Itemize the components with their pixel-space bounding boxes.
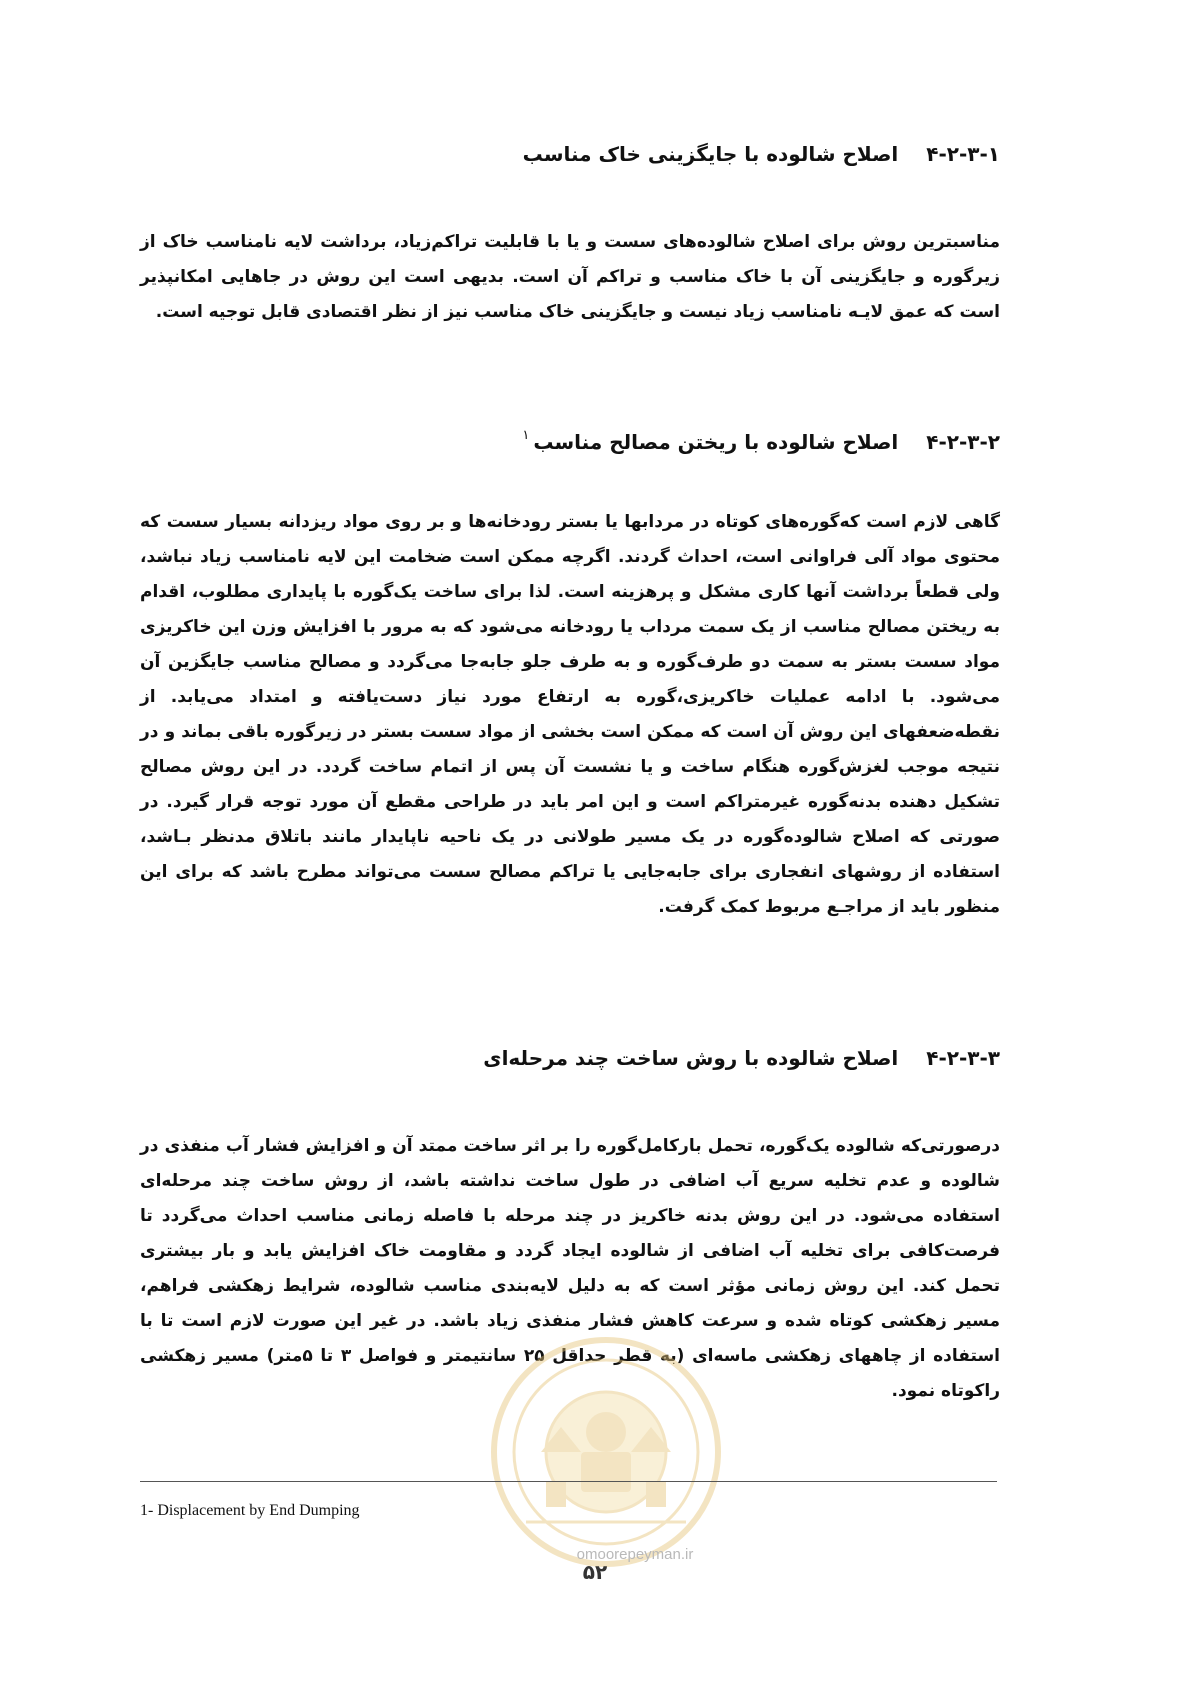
section-title-2: اصلاح شالوده با ریختن مصالح مناسب	[533, 430, 899, 454]
paragraph-text-3: درصورتی‌که شالوده یک‌گوره، تحمل بارکامل‌گوره را بر اثر ساخت ممتد آن و افزایش فشار آب منفذی در شالوده و عدم تخلیه سریع آب اضافی در طول ساخت نداشته باشد، از روش ساخت چند مرحله‌ای استفاده می‌شود. در این روش بدنه خاکریز در چند مرحله با فاصله زمانی مناسب احداث می‌گردد تا فرصت‌کافی برای تخلیه آب اضافی از شالوده ایجاد گردد و مقاومت خاک افزایش یابد و بار بیشتری تحمل کند. این روش زمانی مؤثر است که به دلیل لایه‌بندی مناسب شالوده، شرایط زهکشی فراهم، مسیر زهکشی کوتاه شده و سرعت کاهش فشار منفذی زیاد باشد. در غیر این صورت لازم است تا با استفاده از چاههای زهکشی ماسه‌ای (به قطر حداقل ۲۵ سانتیمتر و فواصل ۳ تا ۵متر) مسیر زهکشی راکوتاه نمود.	[140, 1136, 1001, 1401]
section-heading-3	[483, 1043, 1000, 1073]
section-heading-2	[522, 421, 1000, 457]
section-number-1: ۴-۲-۳-۱	[926, 142, 1000, 166]
section-title-1: اصلاح شالوده با جایگزینی خاک مناسب	[522, 142, 899, 166]
footnote-divider	[140, 1481, 997, 1482]
watermark-seal-icon	[486, 1332, 726, 1572]
section-heading-1	[523, 139, 1000, 169]
section-paragraph-2	[140, 505, 1000, 925]
section-paragraph-1	[140, 225, 1000, 330]
paragraph-text-2: گاهی لازم است که‌گوره‌های کوتاه در مردابها یا بستر رودخانه‌ها و بر روی مواد ریزدانه بسیار سست که محتوی مواد آلی فراوانی است، احداث گردند. اگرچه ممکن است ضخامت این لایه نامناسب زیاد نباشد، ولی قطعاً برداشت آنها کاری مشکل و پرهزینه است. لذا برای ساخت یک‌گوره با پایداری مطلوب، اقدام به ریختن مصالح مناسب از یک سمت مرداب یا رودخانه می‌شود که به مرور با افزایش وزن این خاکریزی مواد سست بستر به سمت دو طرف‌گوره و به طرف جلو جابه‌جا می‌گردد و مصالح مناسب جایگزین آن می‌شود. با ادامه عملیات خاکریزی،گوره به ارتفاع مورد نیاز دست‌یافته و امتداد می‌یابد. از نقطه‌ضعفهای این روش آن است که ممکن است بخشی از مواد سست بستر در زیرگوره باقی بماند و در نتیجه موجب لغزش‌گوره هنگام ساخت و یا نشست آن پس از اتمام ساخت گردد. در این روش مصالح تشکیل دهنده بدنه‌گوره غیرمتراکم است و این امر باید در طراحی مقطع آن مورد توجه قرار گیرد. در صورتی که اصلاح شالوده‌گوره در یک مسیر طولانی در یک ناحیه ناپایدار مانند باتلاق مدنظر بـاشد، استفاده از روشهای انفجاری برای جابه‌جایی یا تراکم مصالح سست می‌تواند مطرح باشد که برای این منظور باید از مراجـع مربوط کمک گرفت.	[140, 512, 1000, 917]
section-number-2: ۴-۲-۳-۲	[926, 430, 1000, 454]
footnote-ref: ۱	[522, 428, 530, 443]
page-number: ۵۲	[582, 1560, 608, 1584]
watermark-site: omoorepeyman.ir	[576, 1546, 694, 1563]
paragraph-text-1: مناسبترین روش برای اصلاح شالوده‌های سست و یا با قابلیت تراکم‌زیاد، برداشت لایه نامناسب خاک از زیرگوره و جایگزینی آن با خاک مناسب و تراکم آن است. بدیهی است این روش در جاهایی امکانپذیر است که عمق لایـه نامناسب زیاد نیست و جایگزینی خاک مناسب نیز از نظر اقتصادی قابل توجیه است.	[140, 232, 1000, 322]
section-title-3: اصلاح شالوده با روش ساخت چند مرحله‌ای	[483, 1046, 899, 1070]
section-number-3: ۴-۲-۳-۳	[926, 1046, 1000, 1070]
footnote-text: 1- Displacement by End Dumping	[140, 1502, 360, 1519]
